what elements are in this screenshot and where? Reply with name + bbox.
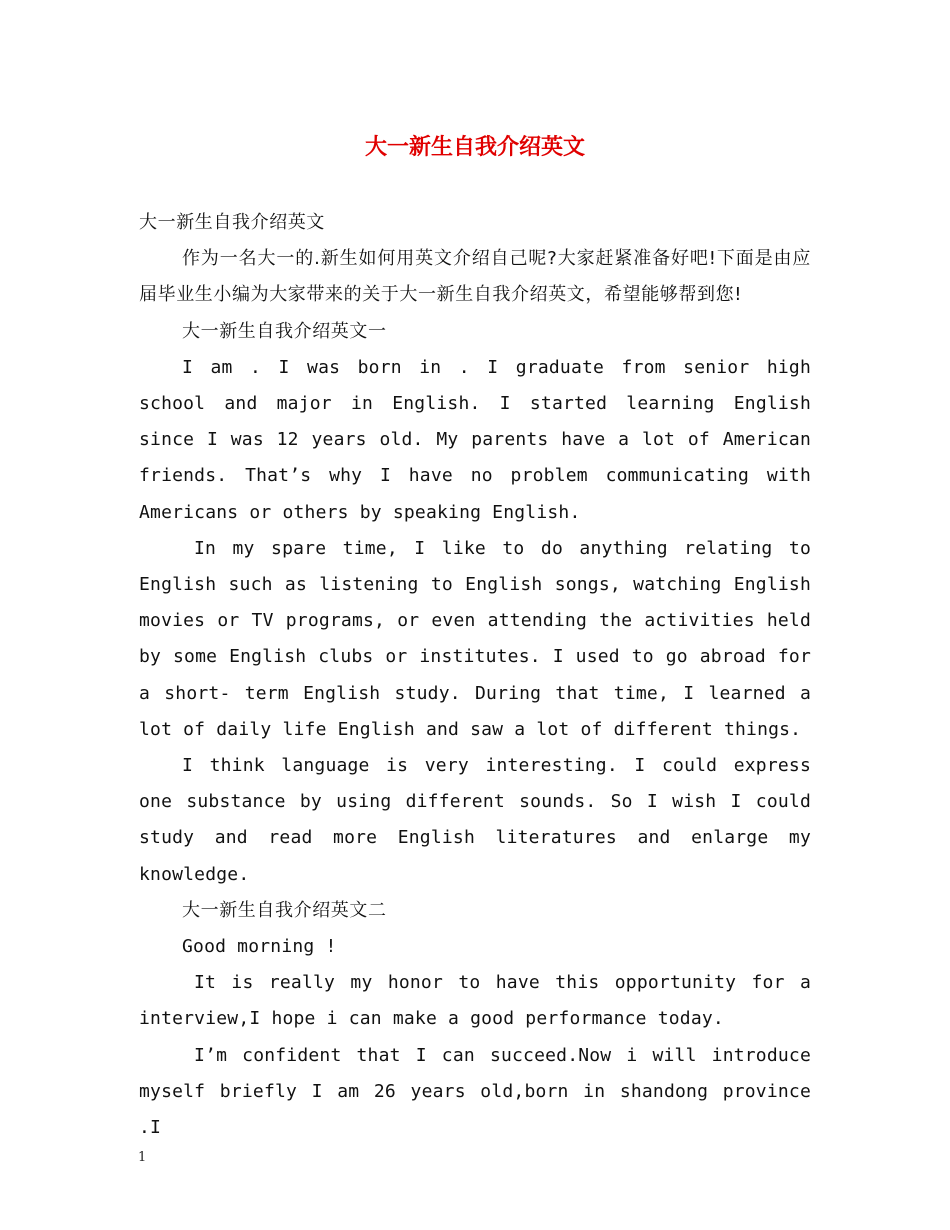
body-paragraph: I am . I was born in . I graduate from senior high school and major in English. I started learning English since I was 12 years old. My parents have a lot of American friends. That’s why I have no problem communicating with Americans or others by speaking English.	[139, 356, 811, 523]
body-paragraph: It is really my honor to have this opportunity for a interview,I hope i can make a good performance today.	[139, 972, 811, 1030]
intro-paragraph: 作为一名大一的.新生如何用英文介绍自己呢?大家赶紧准备好吧!下面是由应届毕业生小编为大家带来的关于大一新生自我介绍英文，希望能够帮到您!	[139, 248, 811, 306]
greeting-paragraph: Good morning !	[182, 936, 337, 958]
document-title: 大一新生自我介绍英文	[364, 135, 585, 160]
subsection-heading-one: 大一新生自我介绍英文一	[182, 320, 387, 342]
body-paragraph: I’m confident that I can succeed.Now i will introduce myself briefly I am 26 years old,born in shandong province .I	[139, 1044, 811, 1139]
subsection-heading-two: 大一新生自我介绍英文二	[182, 899, 387, 921]
page-number: 1	[138, 1150, 147, 1165]
body-paragraph: I think language is very interesting. I could express one substance by using different sounds. So I wish I could study and read more English literatures and enlarge my knowledge.	[139, 755, 811, 885]
document-body	[139, 205, 811, 1146]
body-paragraph: In my spare time, I like to do anything relating to English such as listening to English songs, watching English movies or TV programs, or even attending the activities held by some English clubs or institutes. I used to go abroad for a short- term English study. During that time, I learned a lot of daily life English and saw a lot of different things.	[139, 537, 811, 740]
section-heading: 大一新生自我介绍英文	[139, 212, 325, 233]
